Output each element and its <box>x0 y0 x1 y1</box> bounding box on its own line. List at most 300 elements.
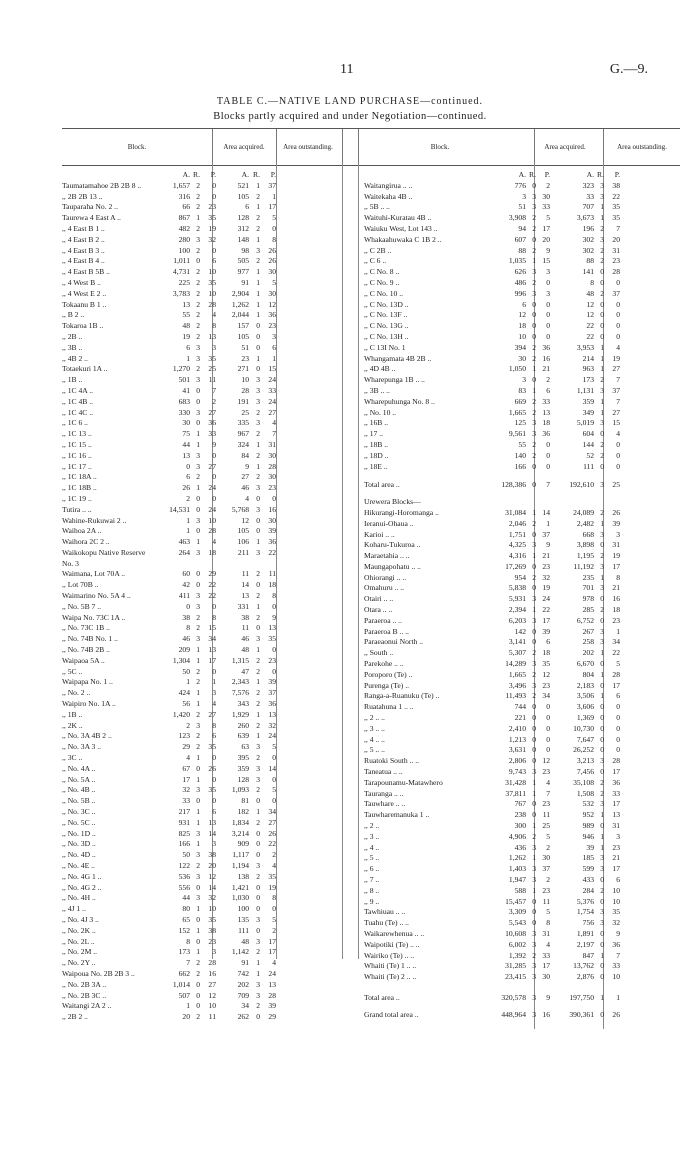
table-row <box>62 375 344 386</box>
area-value: 1,369 <box>576 713 594 723</box>
block-name: ,, 1C 17 .. <box>62 461 92 471</box>
area-value: 10,608 <box>505 928 526 938</box>
area-value: 1 <box>532 364 536 374</box>
area-value: 0 <box>616 439 620 449</box>
area-value: 185 <box>582 853 594 863</box>
block-name: ,, C No. 13D .. <box>364 299 409 309</box>
area-value: 18 <box>542 418 550 428</box>
area-value: 3,506 <box>576 691 594 701</box>
area-value: 0 <box>600 540 604 550</box>
block-name: ,, 1C 18A .. <box>62 472 97 482</box>
area-value: 10 <box>612 972 620 982</box>
area-value: 192,610 <box>569 480 594 490</box>
area-value: 4 <box>616 342 620 352</box>
area-value: 1,420 <box>172 709 190 719</box>
area-value: 3 <box>256 861 260 870</box>
table-row <box>364 451 682 462</box>
area-value: 27 <box>208 979 216 989</box>
area-value: 0 <box>212 180 216 190</box>
area-value: 0 <box>532 896 536 906</box>
area-value: 5,931 <box>508 594 526 604</box>
area-value: 0 <box>600 928 604 938</box>
area-value: 3 <box>600 385 604 395</box>
area-value: 22 <box>586 321 594 331</box>
area-value: 25 <box>542 821 550 831</box>
block-name: ,, C No. 8 .. <box>364 267 400 277</box>
block-name: ,, C No. 9 .. <box>364 277 400 287</box>
table-row <box>364 462 682 473</box>
area-value: 39 <box>612 518 620 528</box>
area-value: 20 <box>612 234 620 244</box>
block-name: Wharepunga 1B .. .. <box>364 375 425 385</box>
area-value: 2 <box>532 950 536 960</box>
area-value: 11 <box>268 569 276 579</box>
block-name: ,, 9 .. <box>364 896 380 906</box>
area-value: 6,002 <box>508 939 526 949</box>
table-row <box>364 386 682 397</box>
area-value: 0 <box>532 745 536 755</box>
area-value: 16 <box>612 594 620 604</box>
area-value: 14 <box>542 507 550 517</box>
area-value: 2 <box>196 968 200 978</box>
area-value: 27 <box>208 407 216 417</box>
area-value: 191 <box>237 396 249 406</box>
block-name: Wharepuhunga No. 8 .. <box>364 396 435 406</box>
area-value: 211 <box>237 547 249 557</box>
table-row <box>364 724 682 735</box>
area-value: 36 <box>268 537 276 547</box>
area-value: 1 <box>256 677 260 687</box>
block-name: Purenga (Te) .. <box>364 680 410 690</box>
area-value: 3 <box>532 418 536 428</box>
area-value: 507 <box>178 990 190 1000</box>
table-row <box>364 278 682 289</box>
area-value: 3 <box>196 515 200 525</box>
area-value: 1 <box>256 731 260 741</box>
block-name: ,, 4 East B 1 .. <box>62 223 105 233</box>
area-value: 51 <box>241 342 249 352</box>
area-value: 2 <box>196 1012 200 1022</box>
area-value: 26 <box>182 483 190 493</box>
area-value: 1,421 <box>231 882 249 892</box>
area-value: 607 <box>514 234 526 244</box>
area-value: 0 <box>600 734 604 744</box>
area-value: 271 <box>237 364 249 374</box>
area-value: 35 <box>268 634 276 644</box>
area-value: 21 <box>612 583 620 593</box>
block-name: ,, 3 .. .. <box>364 723 385 733</box>
table-row <box>62 591 344 602</box>
area-value: 22 <box>208 591 216 601</box>
area-value: 39 <box>542 626 550 636</box>
block-name: ,, No. 10 .. <box>364 407 397 417</box>
area-value: 23 <box>542 799 550 809</box>
table-row <box>364 321 682 332</box>
area-value: 1 <box>256 310 260 320</box>
area-value: 142 <box>514 626 526 636</box>
block-name: ,, C 2B .. <box>364 245 392 255</box>
area-value: 35 <box>208 277 216 287</box>
area-value: 22 <box>586 331 594 341</box>
area-value: 48 <box>182 321 190 331</box>
block-name: ,, 18E .. <box>364 461 388 471</box>
block-name: Ruatoki South .. .. <box>364 756 420 766</box>
block-name: Wahine-Rukuwai 2 .. <box>62 515 127 525</box>
table-row <box>62 980 344 991</box>
area-value: 217 <box>178 807 190 817</box>
area-value: 2 <box>196 958 200 968</box>
area-value: 3 <box>600 864 604 874</box>
table-row <box>62 386 344 397</box>
area-value: 1,014 <box>172 979 190 989</box>
block-name: ,, 2K .. <box>62 720 83 730</box>
area-value: 320,578 <box>501 992 526 1002</box>
block-name: ,, No. 4B .. <box>62 785 96 795</box>
table-row <box>364 440 682 451</box>
area-value: 2 <box>196 666 200 676</box>
area-value: 3 <box>212 839 216 849</box>
area-value: 225 <box>178 277 190 287</box>
area-value: 804 <box>582 669 594 679</box>
area-value: 9 <box>272 612 276 622</box>
area-value: 5 <box>616 659 620 669</box>
area-value: 1 <box>600 992 604 1002</box>
table-row <box>62 947 344 958</box>
area-value: 0 <box>532 637 536 647</box>
area-value: 12 <box>542 669 550 679</box>
area-value: 125 <box>514 418 526 428</box>
area-value: 424 <box>178 688 190 698</box>
area-value: 1 <box>532 777 536 787</box>
area-value: 3 <box>256 385 260 395</box>
area-value: 182 <box>237 807 249 817</box>
area-value: 825 <box>178 828 190 838</box>
area-value: 1,270 <box>172 364 190 374</box>
area-value: 21 <box>542 364 550 374</box>
area-value: 35 <box>208 742 216 752</box>
table-row <box>62 613 344 624</box>
area-value: 3 <box>600 918 604 928</box>
area-value: 31 <box>542 928 550 938</box>
area-value: 26 <box>612 1009 620 1019</box>
area-value: 2 <box>532 439 536 449</box>
area-value: 36 <box>208 418 216 428</box>
right-table <box>364 170 682 1021</box>
area-value: 12 <box>518 310 526 320</box>
block-name: Waipa No. 73C 1A .. <box>62 612 126 622</box>
header-acquired-left: Area acquired. <box>223 143 265 151</box>
area-value: 24 <box>208 483 216 493</box>
area-value: 486 <box>514 277 526 287</box>
area-value: 0 <box>212 472 216 482</box>
area-value: 3 <box>600 626 604 636</box>
block-name: Maungapohatu .. .. <box>364 561 421 571</box>
table-row <box>62 818 344 829</box>
area-value: 1 <box>186 353 190 363</box>
area-value: 32 <box>612 918 620 928</box>
table-row <box>364 735 682 746</box>
area-value: 3 <box>196 785 200 795</box>
table-row <box>364 832 682 843</box>
area-value: 11 <box>241 623 249 633</box>
area-value: 4 <box>616 429 620 439</box>
area-value: 3 <box>600 234 604 244</box>
area-value: 8 <box>272 893 276 903</box>
area-value: 3 <box>600 529 604 539</box>
area-value: A. <box>241 170 249 179</box>
block-name: ,, No. 5B 7 .. <box>62 601 102 611</box>
table-row <box>62 516 344 527</box>
area-value: 3 <box>196 871 200 881</box>
table-row <box>364 519 682 530</box>
block-name: Tuahu (Te) .. .. <box>364 918 409 928</box>
area-value: 1 <box>256 461 260 471</box>
area-value: 1 <box>196 947 200 957</box>
area-value: 17 <box>612 680 620 690</box>
area-value: 3 <box>532 842 536 852</box>
area-value: 3 <box>600 418 604 428</box>
table-row <box>62 202 344 213</box>
area-value: 35 <box>208 353 216 363</box>
area-value: 1,030 <box>231 893 249 903</box>
area-value: 5 <box>272 213 276 223</box>
block-name: ,, 1C 15 .. <box>62 439 92 449</box>
table-row <box>364 364 682 375</box>
table-row <box>364 691 682 702</box>
area-value: 0 <box>196 796 200 806</box>
area-value: 3 <box>532 540 536 550</box>
area-value: 10 <box>612 885 620 895</box>
area-value: 776 <box>514 180 526 190</box>
block-name: Tauranga .. .. <box>364 788 404 798</box>
area-value: 0 <box>546 439 550 449</box>
area-value: 66 <box>182 202 190 212</box>
block-name: ,, 4B 2 .. <box>62 353 88 363</box>
area-value: 3 <box>256 774 260 784</box>
area-value: 285 <box>582 605 594 615</box>
area-value: 2 <box>600 245 604 255</box>
area-value: 13 <box>208 645 216 655</box>
area-value: 23 <box>208 936 216 946</box>
table-row <box>62 472 344 483</box>
area-value: 7 <box>546 480 550 490</box>
area-value: 60 <box>182 569 190 579</box>
area-value: 411 <box>178 591 190 601</box>
area-value: 2 <box>256 666 260 676</box>
area-value: 963 <box>582 364 594 374</box>
area-value: 24 <box>542 594 550 604</box>
area-value: 33 <box>208 429 216 439</box>
area-value: 3 <box>532 429 536 439</box>
area-value: 323 <box>582 180 594 190</box>
block-name: ,, 1C 4C .. <box>62 407 94 417</box>
area-value: 2 <box>600 256 604 266</box>
area-value: 157 <box>237 321 249 331</box>
area-value: 28 <box>208 958 216 968</box>
area-value: 15 <box>208 623 216 633</box>
block-name: ,, 1C 13 .. <box>62 429 92 439</box>
area-value: 1 <box>186 1001 190 1011</box>
table-row <box>62 451 344 462</box>
area-value: 0 <box>532 756 536 766</box>
area-value: 669 <box>514 396 526 406</box>
area-value: 0 <box>256 364 260 374</box>
area-value: 202 <box>582 648 594 658</box>
area-value: 2 <box>532 648 536 658</box>
area-value: 38 <box>182 612 190 622</box>
area-value: 0 <box>532 734 536 744</box>
area-value: 2 <box>256 785 260 795</box>
area-value: 1 <box>212 677 216 687</box>
area-value: 1,304 <box>172 655 190 665</box>
area-value: 0 <box>616 450 620 460</box>
area-value: 4 <box>272 958 276 968</box>
total-row <box>364 993 682 1004</box>
table-row <box>62 677 344 688</box>
block-name: Tokaanu B 1 .. <box>62 299 107 309</box>
area-value: 83 <box>518 385 526 395</box>
area-value: 5 <box>546 831 550 841</box>
area-value: 3 <box>196 234 200 244</box>
area-value: 0 <box>532 810 536 820</box>
block-name: ,, No. 2M .. <box>62 947 98 957</box>
area-value: 639 <box>237 731 249 741</box>
area-value: 5,768 <box>231 504 249 514</box>
block-name: ,, C 13I No. 1 <box>364 342 406 352</box>
area-value: 2,876 <box>576 972 594 982</box>
table-row <box>62 688 344 699</box>
area-value: 977 <box>237 267 249 277</box>
area-value: 15 <box>612 418 620 428</box>
area-value: 2 <box>196 299 200 309</box>
table-row <box>62 699 344 710</box>
block-name: Waipoua No. 2B 2B 3 .. <box>62 968 135 978</box>
area-value: 3 <box>600 799 604 809</box>
area-value: 3 <box>532 202 536 212</box>
area-value: 2 <box>532 831 536 841</box>
area-value: 20 <box>542 234 550 244</box>
area-value: 0 <box>272 645 276 655</box>
area-value: 10 <box>241 375 249 385</box>
area-value: 2 <box>196 742 200 752</box>
area-value: 3 <box>532 659 536 669</box>
table-row <box>62 796 344 807</box>
table-row <box>364 940 682 951</box>
area-value: 35 <box>208 213 216 223</box>
area-value: 32 <box>542 572 550 582</box>
table-row <box>364 897 682 908</box>
area-value: 138 <box>237 871 249 881</box>
block-name: ,, 6 .. <box>364 864 380 874</box>
block-name: ,, 4J 1 .. <box>62 904 86 914</box>
area-value: 0 <box>600 310 604 320</box>
block-name: ,, C No. 13H .. <box>364 331 409 341</box>
block-name: No. 3 <box>62 558 79 568</box>
area-value: 1 <box>256 288 260 298</box>
area-value: 2 <box>532 669 536 679</box>
area-value: 202 <box>237 979 249 989</box>
table-row <box>62 721 344 732</box>
area-value: 482 <box>178 223 190 233</box>
area-value: 105 <box>237 191 249 201</box>
area-value: 15,457 <box>505 896 526 906</box>
block-name: ,, South .. <box>364 648 394 658</box>
area-value: 996 <box>514 288 526 298</box>
header-block-right: Block. <box>430 143 450 151</box>
area-value: 626 <box>514 267 526 277</box>
area-value: 2 <box>186 493 190 503</box>
area-value: 2 <box>196 180 200 190</box>
table-row <box>364 573 682 584</box>
area-value: 4 <box>546 939 550 949</box>
area-value: 2 <box>256 213 260 223</box>
area-value: 30 <box>542 972 550 982</box>
area-value: 0 <box>212 774 216 784</box>
area-value: 39 <box>268 1001 276 1011</box>
table-row <box>364 799 682 810</box>
area-value: 24,089 <box>573 507 594 517</box>
area-value: 27 <box>208 709 216 719</box>
header-outstanding-right: Area outstanding. <box>617 143 667 151</box>
area-value: 3 <box>522 375 526 385</box>
area-value: 0 <box>196 936 200 946</box>
area-value: 3 <box>546 288 550 298</box>
area-value: 22 <box>542 605 550 615</box>
table-row <box>364 843 682 854</box>
area-value: 264 <box>178 547 190 557</box>
table-row <box>62 904 344 915</box>
area-value: 46 <box>241 634 249 644</box>
area-value: 3 <box>196 850 200 860</box>
area-value: 3 <box>212 947 216 957</box>
area-value: 55 <box>182 310 190 320</box>
table-row <box>364 648 682 659</box>
area-value: 148 <box>237 234 249 244</box>
area-value: 1 <box>600 407 604 417</box>
area-value: 17 <box>182 774 190 784</box>
area-value: 0 <box>600 875 604 884</box>
block-name: Waituhi-Kuratau 4B .. <box>364 213 432 223</box>
area-value: 2 <box>256 655 260 665</box>
area-value: 10 <box>518 331 526 341</box>
area-value: 23 <box>542 767 550 777</box>
area-value: 0 <box>256 839 260 849</box>
area-value: 21 <box>612 853 620 863</box>
area-value: 47 <box>241 666 249 676</box>
area-value: 2 <box>600 439 604 449</box>
area-value: 46 <box>241 483 249 493</box>
table-row <box>62 537 344 548</box>
table-row <box>364 343 682 354</box>
table-row <box>62 343 344 354</box>
block-name: ,, No. 3A 3 .. <box>62 742 102 752</box>
area-value: 0 <box>532 583 536 593</box>
area-value: 0 <box>256 882 260 892</box>
block-name: ,, 2 .. <box>364 821 380 831</box>
area-value: 32 <box>182 785 190 795</box>
block-name: ,, 4 West B .. <box>62 277 101 287</box>
area-value: 3 <box>196 893 200 903</box>
area-value: 23 <box>241 353 249 363</box>
area-value: 0 <box>600 461 604 471</box>
table-row <box>364 235 682 246</box>
area-value: 32 <box>268 720 276 730</box>
area-value: 3 <box>256 914 260 924</box>
area-value: 0 <box>600 972 604 982</box>
area-value: 7 <box>546 788 550 798</box>
area-value: 19 <box>542 583 550 593</box>
area-value: 2 <box>256 256 260 266</box>
